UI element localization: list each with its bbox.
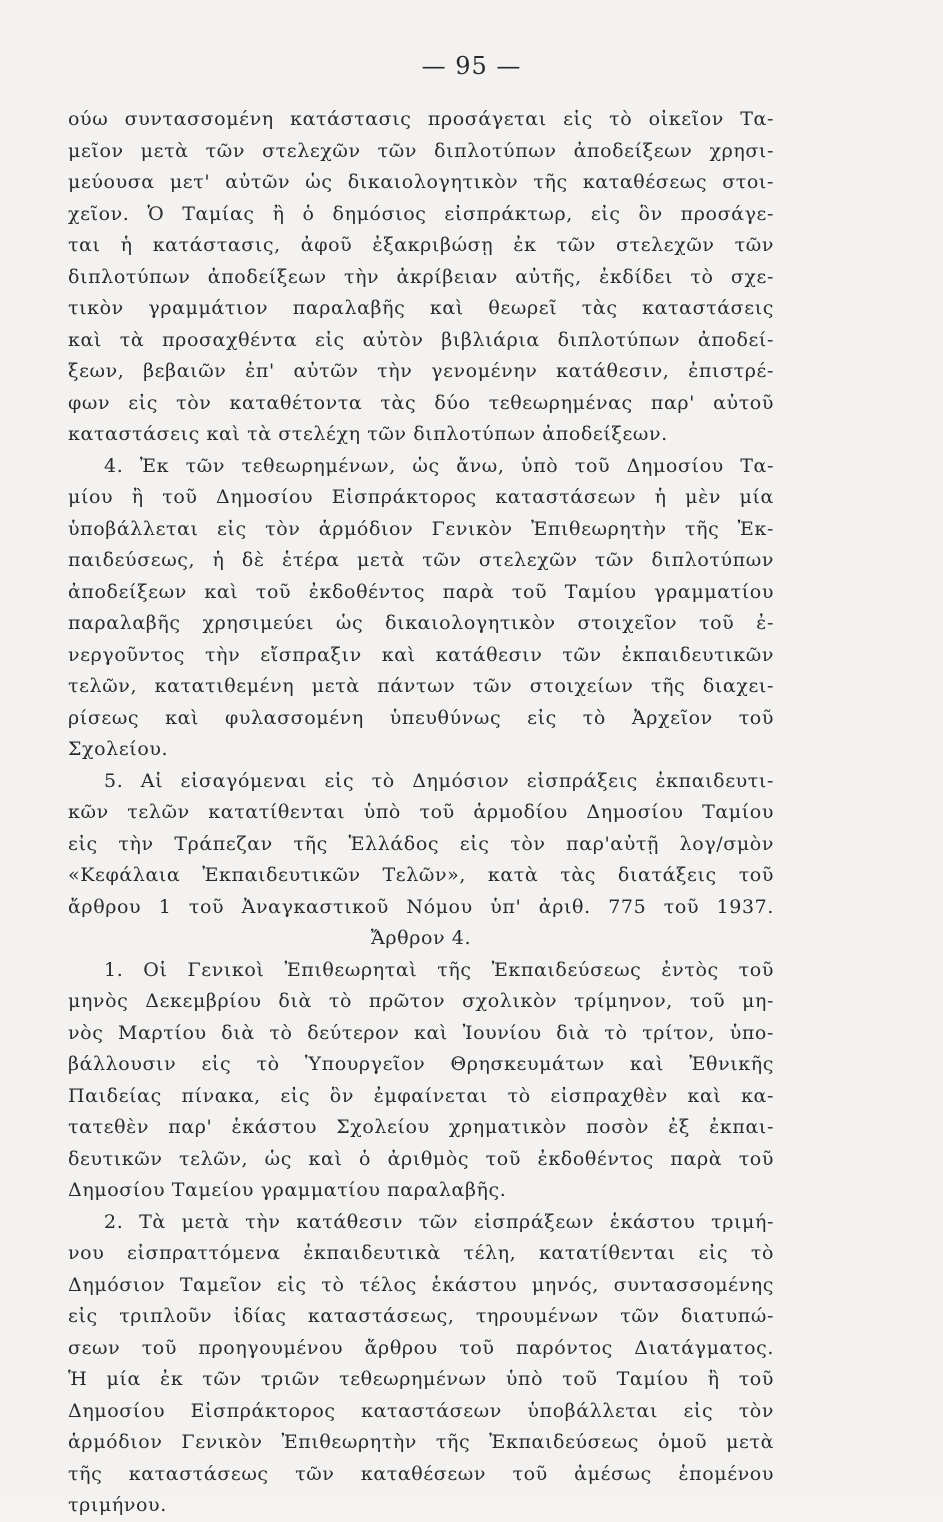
text-line: 5. Αἱ εἰσαγόμεναι εἰς τὸ Δημόσιον εἰσπράξεις ἐκπαιδευτι- [104,769,774,792]
text-line: εἰς τὴν Τράπεζαν τῆς Ἑλλάδος εἰς τὸν παρ'αὐτῇ λογ/σμὸν [68,832,774,855]
text-line: παραλαβῆς χρησιμεύει ὡς δικαιολογητικὸν στοιχεῖον τοῦ ἐ- [68,612,774,634]
text-line: 1. Οἱ Γενικοὶ Ἐπιθεωρηταὶ τῆς Ἐκπαιδεύσεως ἐντὸς τοῦ [104,958,774,981]
text-line: ἀποδείξεων καὶ τοῦ ἐκδοθέντος παρὰ τοῦ Ταμίου γραμματίου [68,580,774,603]
text-line: μηνὸς Δεκεμβρίου διὰ τὸ πρῶτον σχολικὸν τρίμηνον, τοῦ μη- [68,990,774,1012]
text-line: Ἡ μία ἐκ τῶν τριῶν τεθεωρημένων ὑπὸ τοῦ Ταμίου ἢ τοῦ [68,1368,774,1390]
text-line: καὶ τὰ προσαχθέντα εἰς αὐτὸν βιβλιάρια διπλοτύπων ἀποδεί- [68,328,774,351]
text-line: ρίσεως καὶ φυλασσομένη ὑπευθύνως εἰς τὸ Ἀρχεῖον τοῦ [68,706,774,729]
text-line: νου εἰσπραττόμενα ἐκπαιδευτικὰ τέλη, κατατίθενται εἰς τὸ [68,1242,774,1264]
text-line: Δημοσίου Ταμείου γραμματίου παραλαβῆς. [68,1179,507,1201]
text-line: φων εἰς τὸν καταθέτοντα τὰς δύο τεθεωρημένας παρ' αὐτοῦ [68,391,774,414]
text-line: τατεθὲν παρ' ἑκάστου Σχολείου χρηματικὸν ποσὸν ἐξ ἐκπαι- [68,1116,774,1138]
text-line: ούω συντασσομένη κατάστασις προσάγεται εἰς τὸ οἰκεῖον Τα- [68,108,774,130]
body-text [68,104,774,1522]
text-line: κῶν τελῶν κατατίθενται ὑπὸ τοῦ ἁρμοδίου Δημοσίου Ταμίου [68,801,774,823]
text-line: μίου ἢ τοῦ Δημοσίου Εἰσπράκτορος καταστάσεων ἡ μὲν μία [68,486,774,508]
text-line: σεων τοῦ προηγουμένου ἄρθρου τοῦ παρόντος Διατάγματος. [68,1336,774,1359]
text-line: τριμήνου. [68,1494,167,1516]
text-line: ἄρθρου 1 τοῦ Ἀναγκαστικοῦ Νόμου ὑπ' ἀριθ. 775 τοῦ 1937. [68,895,774,918]
text-line: καταστάσεις καὶ τὰ στελέχη τῶν διπλοτύπων ἀποδείξεων. [68,423,668,445]
text-line: 2. Τὰ μετὰ τὴν κατάθεσιν τῶν εἰσπράξεων ἑκάστου τριμή- [104,1210,774,1233]
text-line: μεύουσα μετ' αὐτῶν ὡς δικαιολογητικὸν τῆς καταθέσεως στοι- [68,171,774,193]
text-line: Δημοσίου Εἰσπράκτορος καταστάσεων ὑποβάλλεται εἰς τὸν [68,1399,774,1422]
text-line: ξεων, βεβαιῶν ἐπ' αὐτῶν τὴν γενομένην κατάθεσιν, ἐπιστρέ- [68,360,774,382]
text-line: 4. Ἐκ τῶν τεθεωρημένων, ὡς ἄνω, ὑπὸ τοῦ Δημοσίου Τα- [104,454,774,477]
text-line: διπλοτύπων ἀποδείξεων τὴν ἀκρίβειαν αὐτῆς, ἐκδίδει τὸ σχε- [68,265,774,288]
text-line: Παιδείας πίνακα, εἰς ὃν ἐμφαίνεται τὸ εἰσπραχθὲν καὶ κα- [68,1084,774,1107]
text-line: «Κεφάλαια Ἐκπαιδευτικῶν Τελῶν», κατὰ τὰς διατάξεις τοῦ [68,864,774,886]
text-line: ται ἡ κατάστασις, ἀφοῦ ἐξακριβώσῃ ἐκ τῶν στελεχῶν τῶν [68,234,774,256]
text-line: νὸς Μαρτίου διὰ τὸ δεύτερον καὶ Ἰουνίου διὰ τὸ τρίτον, ὑπο- [68,1021,774,1044]
text-line: δευτικῶν τελῶν, ὡς καὶ ὁ ἀριθμὸς τοῦ ἐκδοθέντος παρὰ τοῦ [68,1147,774,1170]
text-line: νεργοῦντος τὴν εἴσπραξιν καὶ κατάθεσιν τῶν ἐκπαιδευτικῶν [68,643,774,666]
text-line: εἰς τριπλοῦν ἰδίας καταστάσεως, τηρουμένων τῶν διατυπώ- [68,1305,774,1327]
text-line: Σχολείου. [68,738,169,760]
article-heading: Ἄρθρον 4. [370,927,472,949]
text-line: τῆς καταστάσεως τῶν καταθέσεων τοῦ ἀμέσως ἑπομένου [68,1462,774,1485]
text-line: χεῖον. Ὁ Ταμίας ἢ ὁ δημόσιος εἰσπράκτωρ, εἰς ὃν προσάγε- [68,202,774,225]
text-line: ἁρμόδιον Γενικὸν Ἐπιθεωρητὴν τῆς Ἐκπαιδεύσεως ὁμοῦ μετὰ [68,1431,774,1453]
page-number: — 95 — [421,52,522,80]
text-line: βάλλουσιν εἰς τὸ Ὑπουργεῖον Θρησκευμάτων καὶ Ἐθνικῆς [68,1053,774,1075]
text-line: τικὸν γραμμάτιον παραλαβῆς καὶ θεωρεῖ τὰς καταστάσεις [68,297,774,319]
text-line: παιδεύσεως, ἡ δὲ ἑτέρα μετὰ τῶν στελεχῶν τῶν διπλοτύπων [68,549,774,571]
text-line: Δημόσιον Ταμεῖον εἰς τὸ τέλος ἑκάστου μηνός, συντασσομένης [68,1273,774,1296]
text-line: τελῶν, κατατιθεμένη μετὰ πάντων τῶν στοιχείων τῆς διαχει- [68,675,774,697]
text-line: ὑποβάλλεται εἰς τὸν ἁρμόδιον Γενικὸν Ἐπιθεωρητὴν τῆς Ἐκ- [68,517,774,540]
text-line: μεῖον μετὰ τῶν στελεχῶν τῶν διπλοτύπων ἀποδείξεων χρησι- [68,139,774,162]
